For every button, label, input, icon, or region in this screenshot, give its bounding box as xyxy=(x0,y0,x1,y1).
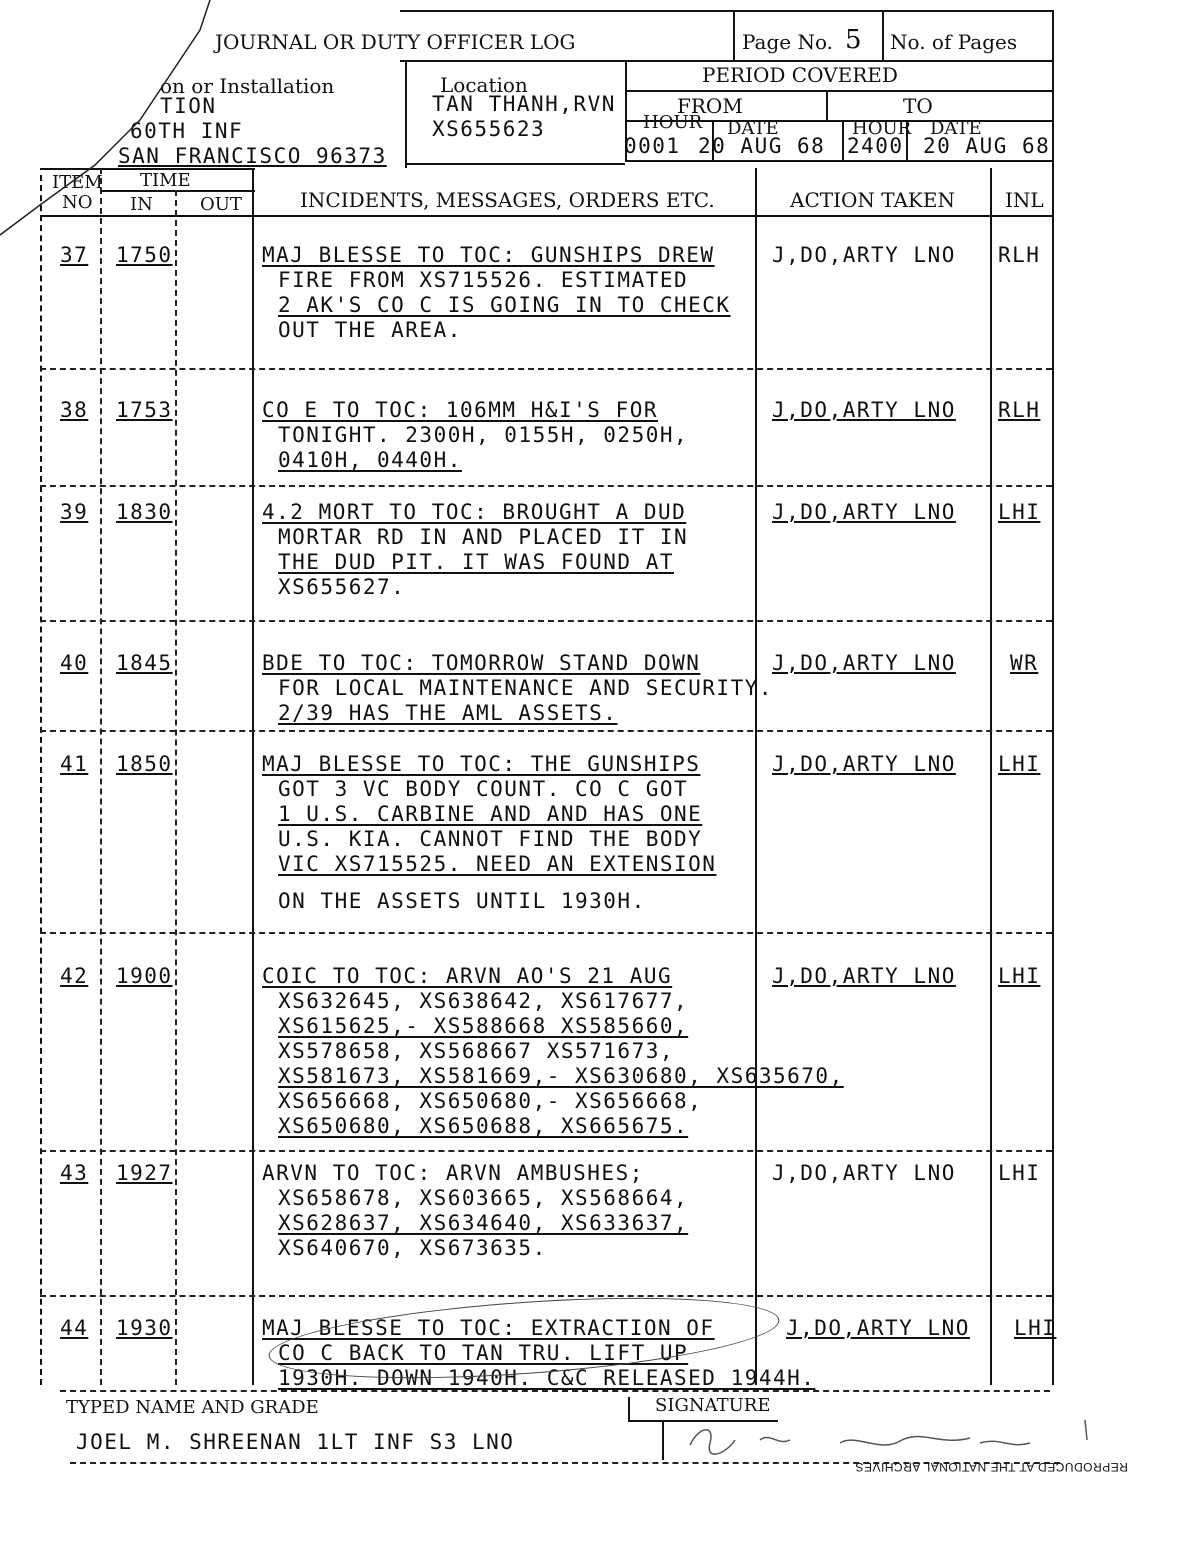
message-line: XS655627. xyxy=(278,575,406,599)
handwritten-signature xyxy=(680,1415,1100,1460)
org-line1: TION xyxy=(160,94,217,118)
entry-message xyxy=(262,398,688,473)
entry-initials: LHI xyxy=(1014,1316,1057,1340)
entry-no: 42 xyxy=(60,964,89,988)
entry-action: J,DO,ARTY LNO xyxy=(772,243,956,267)
entry-message xyxy=(262,500,688,600)
rule xyxy=(625,90,1052,92)
incidents-label: INCIDENTS, MESSAGES, ORDERS ETC. xyxy=(300,188,715,212)
message-line: MAJ BLESSE TO TOC: EXTRACTION OF xyxy=(262,1316,715,1340)
rule xyxy=(405,163,625,165)
entry-time-in: 1927 xyxy=(116,1161,173,1185)
item-label: ITEM xyxy=(52,172,103,193)
divider xyxy=(733,10,735,60)
message-line: FIRE FROM XS715526. ESTIMATED xyxy=(278,268,689,292)
message-line: XS658678, XS603665, XS568664, xyxy=(278,1186,689,1210)
entry-initials: LHI xyxy=(998,500,1041,524)
message-line: TONIGHT. 2300H, 0155H, 0250H, xyxy=(278,423,689,447)
entry-time-in: 1750 xyxy=(116,243,173,267)
entry-no: 41 xyxy=(60,752,89,776)
location-line1: TAN THANH,RVN xyxy=(432,92,616,116)
rule xyxy=(40,932,1052,934)
message-line: COIC TO TOC: ARVN AO'S 21 AUG xyxy=(262,964,673,988)
entry-initials: LHI xyxy=(998,1161,1041,1185)
no-of-pages-label: No. of Pages xyxy=(890,30,1018,54)
message-line: XS656668, XS650680,- XS656668, xyxy=(278,1089,703,1113)
entry-no: 44 xyxy=(60,1316,89,1340)
message-line: 2 AK'S CO C IS GOING IN TO CHECK xyxy=(278,293,731,317)
period-label: PERIOD COVERED xyxy=(702,63,898,87)
message-line: CO C BACK TO TAN TRU. LIFT UP xyxy=(278,1341,689,1365)
typed-name-value: JOEL M. SHREENAN 1LT INF S3 LNO xyxy=(76,1430,515,1454)
rule xyxy=(40,620,1052,622)
message-line: 0410H, 0440H. xyxy=(278,448,462,472)
message-line: 1930H. DOWN 1940H. C&C RELEASED 1944H. xyxy=(278,1366,816,1390)
action-label: ACTION TAKEN xyxy=(790,188,955,212)
message-line: XS628637, XS634640, XS633637, xyxy=(278,1211,689,1235)
location-label: Location xyxy=(440,73,528,97)
divider xyxy=(882,10,884,60)
message-line: VIC XS715525. NEED AN EXTENSION xyxy=(278,852,717,876)
entry-no: 39 xyxy=(60,500,89,524)
message-line: GOT 3 VC BODY COUNT. CO C GOT xyxy=(278,777,689,801)
message-line: XS640670, XS673635. xyxy=(278,1236,547,1260)
message-line: 1 U.S. CARBINE AND AND HAS ONE xyxy=(278,802,703,826)
page-title: JOURNAL OR DUTY OFFICER LOG xyxy=(215,30,576,54)
entry-initials: WR xyxy=(1010,651,1039,675)
message-line: ARVN TO TOC: ARVN AMBUSHES; xyxy=(262,1161,644,1185)
message-line: XS581673, XS581669,- XS630680, XS635670, xyxy=(278,1064,844,1088)
signature-label: SIGNATURE xyxy=(655,1395,771,1416)
from-date-label: DATE xyxy=(727,118,779,139)
rule xyxy=(40,368,1052,370)
divider xyxy=(842,120,844,160)
message-line: MORTAR RD IN AND PLACED IT IN xyxy=(278,525,689,549)
divider xyxy=(100,168,102,1385)
org-line3: SAN FRANCISCO 96373 xyxy=(118,144,387,168)
message-line: MAJ BLESSE TO TOC: THE GUNSHIPS xyxy=(262,752,701,776)
rule xyxy=(40,1150,1052,1152)
to-label: TO xyxy=(903,94,933,118)
message-line: MAJ BLESSE TO TOC: GUNSHIPS DREW xyxy=(262,243,715,267)
entry-action: J,DO,ARTY LNO xyxy=(772,398,956,422)
form-top-rule xyxy=(400,10,1052,12)
org-line2: 60TH INF xyxy=(130,119,244,143)
no-label: NO xyxy=(62,192,93,213)
message-line: XS632645, XS638642, XS617677, xyxy=(278,989,689,1013)
entry-action: J,DO,ARTY LNO xyxy=(772,500,956,524)
divider xyxy=(826,90,828,120)
rule xyxy=(40,730,1052,732)
entry-message xyxy=(262,1161,688,1261)
to-hour-label: HOUR xyxy=(852,118,912,139)
archive-stamp: REPRODUCED AT THE NATIONAL ARCHIVES xyxy=(855,1460,1128,1474)
form-left-border xyxy=(40,175,42,1385)
message-line: BDE TO TOC: TOMORROW STAND DOWN xyxy=(262,651,701,675)
entry-initials: RLH xyxy=(998,398,1041,422)
entry-no: 38 xyxy=(60,398,89,422)
entry-action: J,DO,ARTY LNO xyxy=(772,1161,956,1185)
from-label: FROM xyxy=(677,94,743,118)
page-no-value: 5 xyxy=(845,25,862,55)
rule xyxy=(60,1390,1050,1392)
entry-time-in: 1845 xyxy=(116,651,173,675)
time-label: TIME xyxy=(140,170,191,191)
entry-initials: LHI xyxy=(998,964,1041,988)
org-label: on or Installation xyxy=(160,74,335,98)
entry-action: J,DO,ARTY LNO xyxy=(772,651,956,675)
typed-name-label: TYPED NAME AND GRADE xyxy=(66,1397,319,1418)
divider xyxy=(662,1420,664,1460)
page-no-label: Page No. xyxy=(742,30,834,54)
entry-initials: LHI xyxy=(998,752,1041,776)
rule xyxy=(625,160,1052,162)
entry-time-in: 1930 xyxy=(116,1316,173,1340)
entry-time-in: 1850 xyxy=(116,752,173,776)
rule xyxy=(400,60,1052,62)
entry-message xyxy=(262,752,716,914)
entry-no: 43 xyxy=(60,1161,89,1185)
entry-time-in: 1900 xyxy=(116,964,173,988)
divider xyxy=(628,1397,630,1420)
out-label: OUT xyxy=(200,194,242,215)
entry-initials: RLH xyxy=(998,243,1041,267)
divider xyxy=(990,168,992,1385)
rule xyxy=(40,1295,1052,1297)
from-hour-label: HOUR xyxy=(643,112,703,133)
message-line: OUT THE AREA. xyxy=(278,318,462,342)
message-line: XS615625,- XS588668 XS585660, xyxy=(278,1014,689,1038)
divider xyxy=(252,168,254,1385)
message-line: XS650680, XS650688, XS665675. xyxy=(278,1114,689,1138)
fold-edge xyxy=(0,0,220,240)
entry-action: J,DO,ARTY LNO xyxy=(786,1316,970,1340)
form-right-border xyxy=(1052,10,1054,1385)
divider xyxy=(405,60,407,168)
message-line: 2/39 HAS THE AML ASSETS. xyxy=(278,701,618,725)
entry-no: 40 xyxy=(60,651,89,675)
entry-action: J,DO,ARTY LNO xyxy=(772,752,956,776)
in-label: IN xyxy=(130,194,153,215)
from-hour-value: 0001 xyxy=(624,134,681,158)
message-line: XS578658, XS568667 XS571673, xyxy=(278,1039,675,1063)
entry-action: J,DO,ARTY LNO xyxy=(772,964,956,988)
entry-no: 37 xyxy=(60,243,89,267)
location-line2: XS655623 xyxy=(432,117,546,141)
to-date-value: 20 AUG 68 xyxy=(923,134,1051,158)
rule xyxy=(40,485,1052,487)
to-date-label: DATE xyxy=(930,118,982,139)
inl-label: INL xyxy=(1005,188,1044,212)
message-line: ON THE ASSETS UNTIL 1930H. xyxy=(278,889,646,913)
message-line: U.S. KIA. CANNOT FIND THE BODY xyxy=(278,827,703,851)
entry-message xyxy=(262,243,731,343)
message-line: CO E TO TOC: 106MM H&I'S FOR xyxy=(262,398,659,422)
entry-time-in: 1830 xyxy=(116,500,173,524)
from-date-value: 20 AUG 68 xyxy=(698,134,826,158)
message-line: THE DUD PIT. IT WAS FOUND AT xyxy=(278,550,675,574)
message-line: FOR LOCAL MAINTENANCE AND SECURITY. xyxy=(278,676,774,700)
entry-message xyxy=(262,651,773,726)
entry-time-in: 1753 xyxy=(116,398,173,422)
entry-message xyxy=(262,964,844,1139)
to-hour-value: 2400 xyxy=(847,134,904,158)
divider xyxy=(755,168,757,1385)
message-line: 4.2 MORT TO TOC: BROUGHT A DUD xyxy=(262,500,687,524)
divider xyxy=(906,120,908,160)
